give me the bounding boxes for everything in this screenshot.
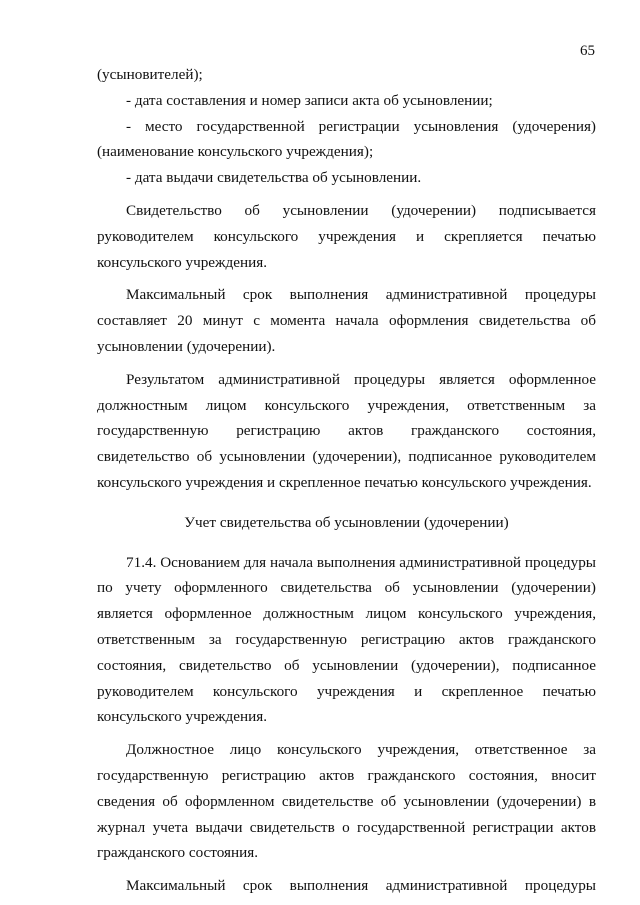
paragraph: Свидетельство об усыновлении (удочерении) подписывается руководителем консульского учреждения и скрепляется печатью консульского учреждения. xyxy=(97,201,596,271)
paragraph: Максимальный срок выполнения административной процедуры xyxy=(126,877,596,895)
document-body xyxy=(97,62,596,899)
paragraph: Максимальный срок выполнения административной процедуры составляет 20 минут с момента начала оформления свидетельства об усыновлении (удочерении). xyxy=(97,286,596,355)
list-item: - дата выдачи свидетельства об усыновлении. xyxy=(126,169,422,187)
paragraph: Результатом административной процедуры является оформленное должностным лицом консульского учреждения, ответственным за государственную регистрацию актов гражданского состояния, свидетельство об усыновлении (удочерении), подписанное руководителем консульского учреждения и скрепленное печатью консульского учреждения. xyxy=(97,370,596,491)
paragraph: 71.4. Основанием для начала выполнения административной процедуры по учету оформленного свидетельства об усыновлении (удочерении) является оформленное должностным лицом консульского учреждения, ответственным за государственную регистрацию актов гражданского состояния, свидетельство об усыновлении (удочерении), подписанное руководителем консульского учреждения и скрепленное печатью консульского учреждения. xyxy=(97,553,596,726)
list-item: - дата составления и номер записи акта об усыновлении; xyxy=(126,91,493,109)
paragraph: Должностное лицо консульского учреждения, ответственное за государственную регистрацию актов гражданского состояния, вносит сведения об оформленном свидетельстве об усыновлении (удочерении) в журнал учета выдачи свидетельств о государственной регистрации актов гражданского состояния. xyxy=(97,741,596,862)
page-number: 65 xyxy=(580,43,595,59)
section-title: Учет свидетельства об усыновлении (удочерении) xyxy=(184,513,509,531)
paragraph: (усыновителей); xyxy=(97,66,203,83)
list-item: - место государственной регистрации усыновления (удочерения) (наименование консульского учреждения); xyxy=(97,117,596,161)
